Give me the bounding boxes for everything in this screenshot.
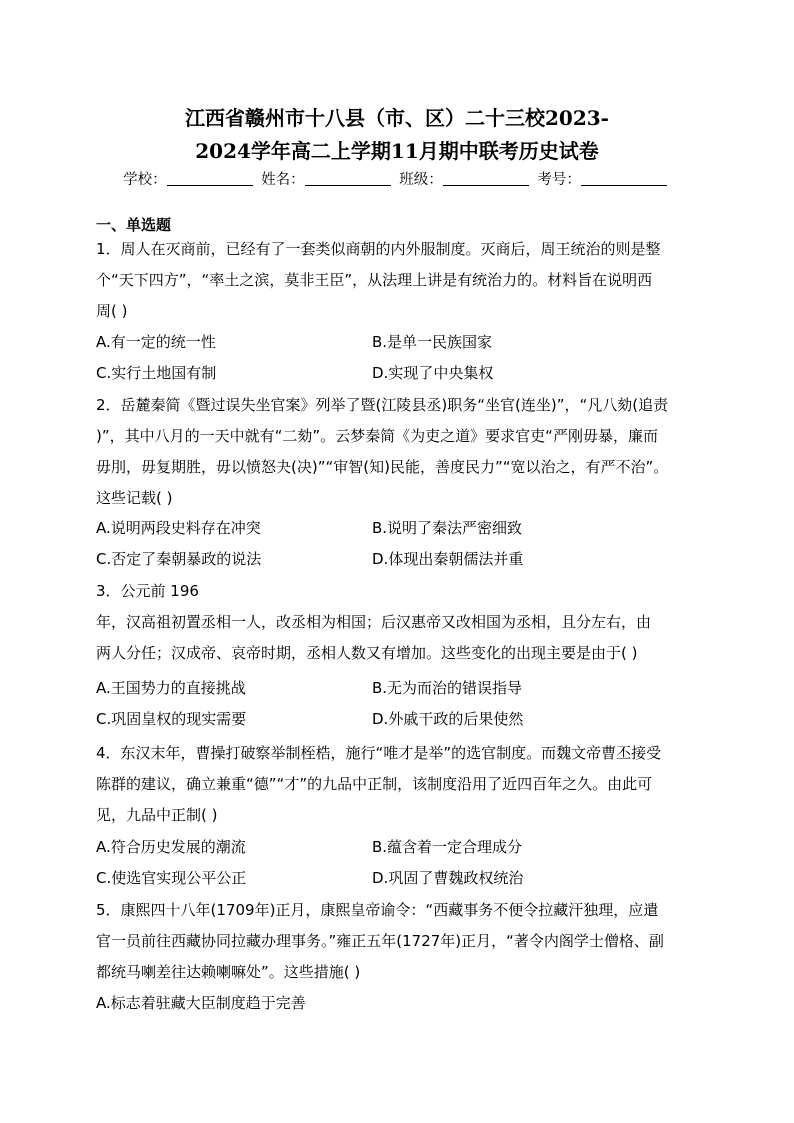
question-text-line: 陈群的建议，确立兼重“德”“才”的九品中正制，该制度沿用了近四百年之久。由此可 (96, 775, 653, 793)
class-blank (443, 171, 529, 186)
question-text-line: 毋刖，毋复期胜，毋以愤怒夬(决)”“审智(知)民能，善度民力”“宽以治之，有严不治”。 (96, 458, 669, 476)
section-heading: 一、单选题 (96, 216, 172, 234)
question-text-line: 2．岳麓秦简《暨过误失坐官案》列举了暨(江陵县丞)职务“坐官(连坐)”，“凡八劾(追责 (96, 396, 669, 414)
question-1 (96, 234, 696, 327)
question-3 (96, 576, 696, 669)
name-label: 姓名： (261, 172, 305, 188)
question-text-line: 都统马喇差往达赖喇嘛处”。这些措施( ) (96, 963, 361, 981)
question-text-line: 1．周人在灭商前，已经有了一套类似商朝的内外服制度。灭商后，周王统治的则是整 (96, 240, 661, 258)
question-2-option-a[interactable]: A.说明两段史料存在冲突 (96, 519, 261, 537)
question-text-line: 官一员前往西藏协同拉藏办理事务。”雍正五年(1727年)正月，“著令内阁学士僧格、副 (96, 932, 664, 950)
question-text-line: 5．康熙四十八年(1709年)正月，康熙皇帝谕令：“西藏事务不便令拉藏汗独理，应遣 (96, 901, 659, 919)
question-5-option-a[interactable]: A.标志着驻藏大臣制度趋于完善 (96, 994, 306, 1012)
question-4 (96, 738, 696, 831)
exam-number-label: 考号： (537, 172, 581, 188)
question-2-option-d[interactable]: D.体现出秦朝儒法并重 (372, 550, 524, 568)
question-1-option-b[interactable]: B.是单一民族国家 (372, 333, 493, 351)
question-text-line: 年，汉高祖初置丞相一人，改丞相为相国；后汉惠帝又改相国为丞相，且分左右，由 (96, 613, 652, 631)
question-5 (96, 895, 696, 988)
question-text-line: 4．东汉末年，曹操打破察举制桎梏，施行“唯才是举”的选官制度。而魏文帝曹丕接受 (96, 744, 662, 762)
class-label: 班级： (399, 172, 443, 188)
question-text-line: 这些记载( ) (96, 489, 173, 507)
question-1-option-d[interactable]: D.实现了中央集权 (372, 364, 494, 382)
student-info-row (0, 170, 794, 190)
name-blank (305, 171, 391, 186)
question-3-option-c[interactable]: C.巩固皇权的现实需要 (96, 710, 247, 728)
school-blank (167, 171, 253, 186)
question-4-option-c[interactable]: C.使选官实现公平公正 (96, 869, 247, 887)
question-3-option-d[interactable]: D.外戚干政的后果使然 (372, 710, 524, 728)
question-text-line: )”，其中八月的一天中就有“二劾”。云梦秦简《为吏之道》要求官吏“严刚毋暴，廉而 (96, 427, 658, 445)
question-text-line: 个“天下四方”，“率土之滨，莫非王臣”，从法理上讲是有统治力的。材料旨在说明西 (96, 271, 653, 289)
question-4-option-a[interactable]: A.符合历史发展的潮流 (96, 838, 246, 856)
question-text-line: 两人分任；汉成帝、哀帝时期，丞相人数又有增加。这些变化的出现主要是由于( ) (96, 644, 638, 662)
question-1-option-c[interactable]: C.实行土地国有制 (96, 364, 217, 382)
exam-number-blank (581, 171, 667, 186)
question-3-option-a[interactable]: A.王国势力的直接挑战 (96, 679, 246, 697)
exam-title-line-1: 江西省赣州市十八县（市、区）二十三校2023- (185, 106, 609, 130)
question-1-option-a[interactable]: A.有一定的统一性 (96, 333, 216, 351)
school-label: 学校： (123, 172, 167, 188)
question-4-option-b[interactable]: B.蕴含着一定合理成分 (372, 838, 523, 856)
question-2-option-c[interactable]: C.否定了秦朝暴政的说法 (96, 550, 262, 568)
question-text-line: 3．公元前 196 (96, 582, 199, 600)
question-2 (96, 390, 696, 514)
question-4-option-d[interactable]: D.巩固了曹魏政权统治 (372, 869, 524, 887)
question-text-line: 见，九品中正制( ) (96, 806, 218, 824)
exam-title-line-2: 2024学年高二上学期11月期中联考历史试卷 (195, 139, 599, 163)
question-3-option-b[interactable]: B.无为而治的错误指导 (372, 679, 523, 697)
question-text-line: 周( ) (96, 302, 128, 320)
question-2-option-b[interactable]: B.说明了秦法严密细致 (372, 519, 523, 537)
